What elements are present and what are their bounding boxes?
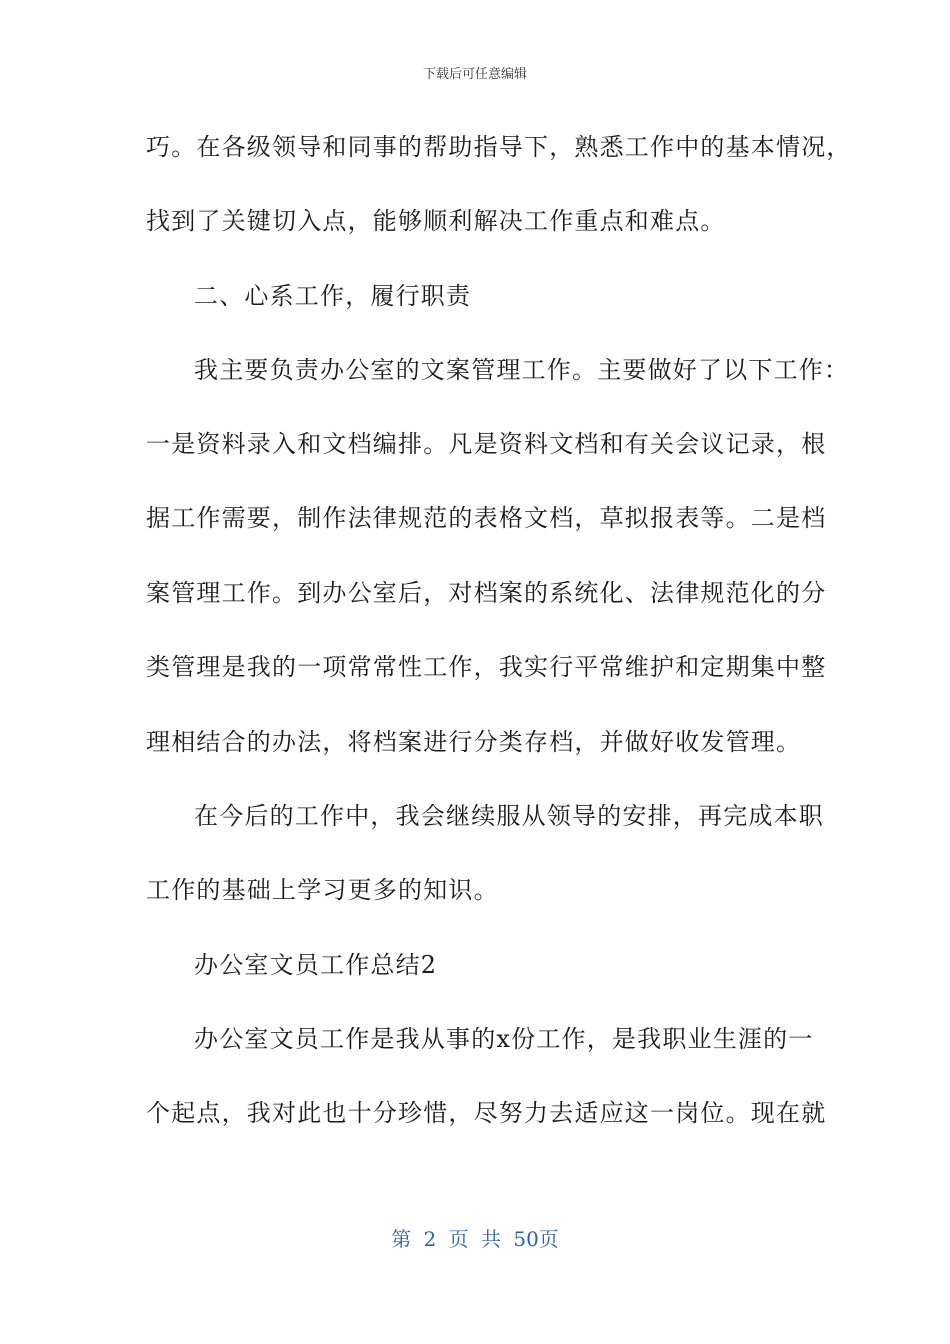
body-line-2: 找到了关键切入点，能够顺利解决工作重点和难点。 xyxy=(146,207,726,235)
body-line-11: 工作的基础上学习更多的知识。 xyxy=(146,876,499,904)
body-line-4: 我主要负责办公室的文案管理工作。主要做好了以下工作： xyxy=(194,356,850,384)
section-heading: 二、心系工作，履行职责 xyxy=(194,282,472,310)
body-line-14: 个起点，我对此也十分珍惜，尽努力去适应这一岗位。现在就 xyxy=(146,1099,827,1127)
body-line-7: 案管理工作。到办公室后，对档案的系统化、法律规范化的分 xyxy=(146,579,827,607)
body-line-9: 理相结合的办法，将档案进行分类存档，并做好收发管理。 xyxy=(146,728,802,756)
body-line-6: 据工作需要，制作法律规范的表格文档，草拟报表等。二是档 xyxy=(146,504,827,532)
document-subtitle: 办公室文员工作总结2 xyxy=(194,951,438,979)
body-line-13: 办公室文员工作是我从事的x份工作，是我职业生涯的一 xyxy=(194,1025,814,1053)
body-line-10: 在今后的工作中，我会继续服从领导的安排，再完成本职 xyxy=(194,802,824,830)
body-line-5: 一是资料录入和文档编排。凡是资料文档和有关会议记录，根 xyxy=(146,430,827,458)
body-line-1: 巧。在各级领导和同事的帮助指导下，熟悉工作中的基本情况， xyxy=(146,133,852,161)
body-line-8: 类管理是我的一项常常性工作，我实行平常维护和定期集中整 xyxy=(146,653,827,681)
page-number: 第 2 页 共 50页 xyxy=(391,1227,559,1251)
page-header: 下载后可任意编辑 xyxy=(422,67,527,82)
